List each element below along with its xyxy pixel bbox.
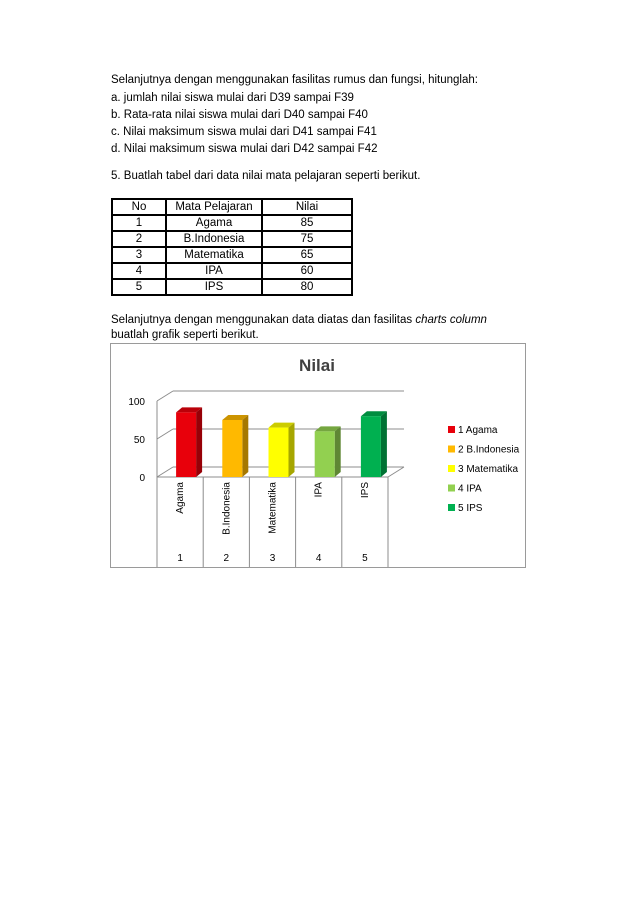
gridline-depth — [157, 391, 173, 401]
cell-subject: Agama — [166, 215, 262, 231]
x-number-label: 2 — [223, 553, 230, 564]
x-category-label: Matematika — [267, 482, 279, 534]
cell-subject: B.Indonesia — [166, 231, 262, 247]
instruction-item-d: d. Nilai maksimum siswa mulai dari D42 sampai F42 — [111, 143, 378, 155]
chart-intro-line2: buatlah grafik seperti berikut. — [111, 329, 259, 341]
cell-score: 65 — [262, 247, 352, 263]
cell-score: 80 — [262, 279, 352, 295]
instruction-item-c: c. Nilai maksimum siswa mulai dari D41 sampai F41 — [111, 126, 377, 138]
cell-score: 60 — [262, 263, 352, 279]
bar-side — [381, 411, 387, 477]
x-category-label: Agama — [175, 482, 187, 514]
bar-front — [315, 431, 335, 477]
cell-no: 5 — [112, 279, 166, 295]
header-no: No — [112, 199, 166, 215]
x-category-label: B.Indonesia — [221, 482, 233, 535]
legend-label: 1 Agama — [458, 425, 498, 436]
bar-side — [196, 407, 202, 477]
chart-intro-line1 — [111, 314, 487, 326]
cell-no: 1 — [112, 215, 166, 231]
bar — [269, 423, 295, 477]
table-row — [112, 247, 352, 263]
instruction-intro: Selanjutnya dengan menggunakan fasilitas rumus dan fungsi, hitunglah: — [111, 74, 478, 86]
bar — [361, 411, 387, 477]
table-header-row — [112, 199, 352, 215]
legend-label: 5 IPS — [458, 503, 483, 514]
bar-front — [176, 412, 196, 477]
legend-swatch — [448, 446, 455, 453]
legend-label: 2 B.Indonesia — [458, 444, 520, 456]
bar-side — [289, 423, 295, 477]
bar — [222, 415, 248, 477]
cell-no: 4 — [112, 263, 166, 279]
header-score: Nilai — [262, 199, 352, 215]
legend-label: 3 Matematika — [458, 464, 519, 475]
y-tick-label: 100 — [128, 397, 145, 408]
table-row — [112, 231, 352, 247]
cell-subject: IPS — [166, 279, 262, 295]
legend-swatch — [448, 465, 455, 472]
instruction-item-b: b. Rata-rata nilai siswa mulai dari D40 sampai F40 — [111, 109, 368, 121]
bar-front — [361, 416, 381, 477]
header-subject: Mata Pelajaran — [166, 199, 262, 215]
bar-side — [242, 415, 248, 477]
y-tick-label: 0 — [139, 473, 145, 484]
floor-right-edge — [388, 467, 404, 477]
x-category-label: IPA — [313, 482, 325, 498]
bar — [315, 426, 341, 477]
bar-front — [269, 428, 289, 477]
legend-swatch — [448, 504, 455, 511]
table-row — [112, 279, 352, 295]
cell-score: 85 — [262, 215, 352, 231]
bar — [176, 407, 202, 477]
column-chart — [111, 344, 525, 567]
task-5-text: 5. Buatlah tabel dari data nilai mata pelajaran seperti berikut. — [111, 170, 421, 182]
grades-table — [111, 198, 353, 296]
y-tick-label: 50 — [133, 435, 145, 446]
gridline-depth — [157, 429, 173, 439]
chart-container — [110, 343, 526, 568]
chart-title: Nilai — [299, 356, 335, 375]
chart-intro-prefix: Selanjutnya dengan menggunakan data diatas dan fasilitas — [111, 314, 416, 326]
cell-subject: IPA — [166, 263, 262, 279]
cell-no: 3 — [112, 247, 166, 263]
x-number-label: 4 — [315, 553, 322, 564]
legend-label: 4 IPA — [458, 483, 482, 495]
x-number-label: 3 — [269, 553, 276, 564]
legend-swatch — [448, 485, 455, 492]
chart-intro-emphasis: charts column — [415, 314, 487, 326]
x-number-label: 5 — [362, 553, 368, 564]
instruction-item-a: a. jumlah nilai siswa mulai dari D39 sampai F39 — [111, 92, 354, 104]
cell-subject: Matematika — [166, 247, 262, 263]
x-category-label: IPS — [359, 482, 371, 499]
cell-score: 75 — [262, 231, 352, 247]
table-row — [112, 263, 352, 279]
cell-no: 2 — [112, 231, 166, 247]
bar-side — [335, 426, 341, 477]
gridline-depth — [157, 467, 173, 477]
legend-swatch — [448, 426, 455, 433]
x-number-label: 1 — [177, 553, 183, 564]
bar-front — [222, 420, 242, 477]
table-row — [112, 215, 352, 231]
